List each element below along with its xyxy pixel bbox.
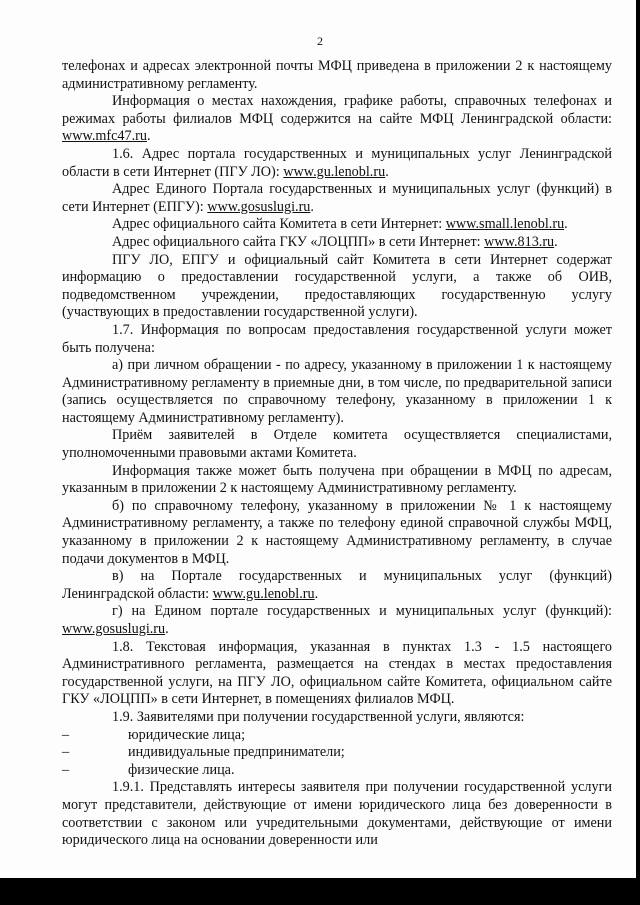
paragraph: а) при личном обращении - по адресу, указанному в приложении 1 к настоящему Административному регламенту в приемные дни, в том числе, по предварительной записи (запись осуществляется по справочному телефону, указанному в приложении 1 к настоящему Административному регламенту).	[62, 357, 612, 426]
paragraph: телефонах и адресах электронной почты МФЦ приведена в приложении 2 к настоящему административному регламенту.	[62, 58, 612, 92]
paragraph: ПГУ ЛО, ЕПГУ и официальный сайт Комитета в сети Интернет содержат информацию о предоставлении государственной услуги, а также об ОИВ, подведомственном учреждении, предоставляющих государственную услугу (участвующих в предоставлении государственной услуги).	[62, 251, 612, 321]
paragraph: Адрес Единого Портала государственных и муниципальных услуг (функций) в сети Интернет (ЕПГУ): www.gosuslugi.ru.	[62, 181, 612, 215]
link-committee[interactable]: www.small.lenobl.ru	[445, 216, 565, 233]
dash-bullet: –	[62, 744, 70, 761]
paragraph: 1.8. Текстовая информация, указанная в пунктах 1.3 - 1.5 настоящего Административного регламента, размещается на стендах в местах предоставления государственной услуги, на ПГУ ЛО, официальном сайте Комитета, официальном сайте ГКУ «ЛОЦПП» в сети Интернет, в помещениях филиалов МФЦ.	[62, 638, 612, 708]
dash-bullet: –	[62, 726, 70, 743]
document-body	[62, 58, 612, 850]
link-mfc[interactable]: www.mfc47.ru	[62, 128, 147, 145]
link-pgu-b[interactable]: www.gu.lenobl.ru	[212, 585, 315, 602]
paragraph: в) на Портале государственных и муниципальных услуг (функций) Ленинградской области: www.gu.lenobl.ru.	[62, 568, 612, 602]
paragraph: 1.9. Заявителями при получении государственной услуги, являются:	[112, 708, 525, 725]
list-item: – физические лица.	[62, 761, 235, 778]
list-item: – индивидуальные предприниматели;	[62, 744, 345, 761]
paragraph: Адрес официального сайта ГКУ «ЛОЦПП» в сети Интернет: www.813.ru.	[112, 233, 558, 250]
paragraph: 1.7. Информация по вопросам предоставления государственной услуги может быть получена:	[62, 321, 612, 356]
paragraph: Информация о местах нахождения, графике работы, справочных телефонах и режимах работы филиалов МФЦ содержится на сайте МФЦ Ленинградской области: www.mfc47.ru.	[62, 93, 612, 145]
scan-edge	[636, 0, 640, 905]
page-number: 2	[317, 34, 323, 48]
link-epgu[interactable]: www.gosuslugi.ru	[207, 198, 311, 215]
paragraph: Информация также может быть получена при обращении в МФЦ по адресам, указанным в приложении 2 к настоящему Административному регламенту.	[62, 462, 612, 497]
scan-bottom-border	[0, 878, 640, 905]
link-pgu[interactable]: www.gu.lenobl.ru	[283, 163, 386, 180]
paragraph: б) по справочному телефону, указанному в приложении № 1 к настоящему Административному регламенту, а также по телефону единой справочной службы МФЦ, указанному в приложении 2 к настоящему Административному регламенту, в случае подачи документов в МФЦ.	[62, 497, 612, 567]
link-locpp[interactable]: www.813.ru	[484, 233, 555, 250]
list-item: – юридические лица;	[62, 726, 246, 743]
paragraph: Приём заявителей в Отделе комитета осуществляется специалистами, уполномоченными правовыми актами Комитета.	[62, 427, 612, 462]
paragraph: 1.9.1. Представлять интересы заявителя при получении государственной услуги могут представители, действующие от имени юридического лица без доверенности в соответствии с законом или учредительными документами, действующие от имени юридического лица на основании доверенности или	[62, 779, 612, 849]
paragraph: Адрес официального сайта Комитета в сети Интернет: www.small.lenobl.ru.	[112, 216, 568, 233]
link-epgu-b[interactable]: www.gosuslugi.ru	[62, 621, 166, 637]
paragraph: г) на Едином портале государственных и муниципальных услуг (функций): www.gosuslugi.ru.	[62, 603, 612, 637]
paragraph: 1.6. Адрес портала государственных и муниципальных услуг Ленинградской области в сети Интернет (ПГУ ЛО): www.gu.lenobl.ru.	[62, 145, 612, 180]
dash-bullet: –	[62, 761, 70, 778]
